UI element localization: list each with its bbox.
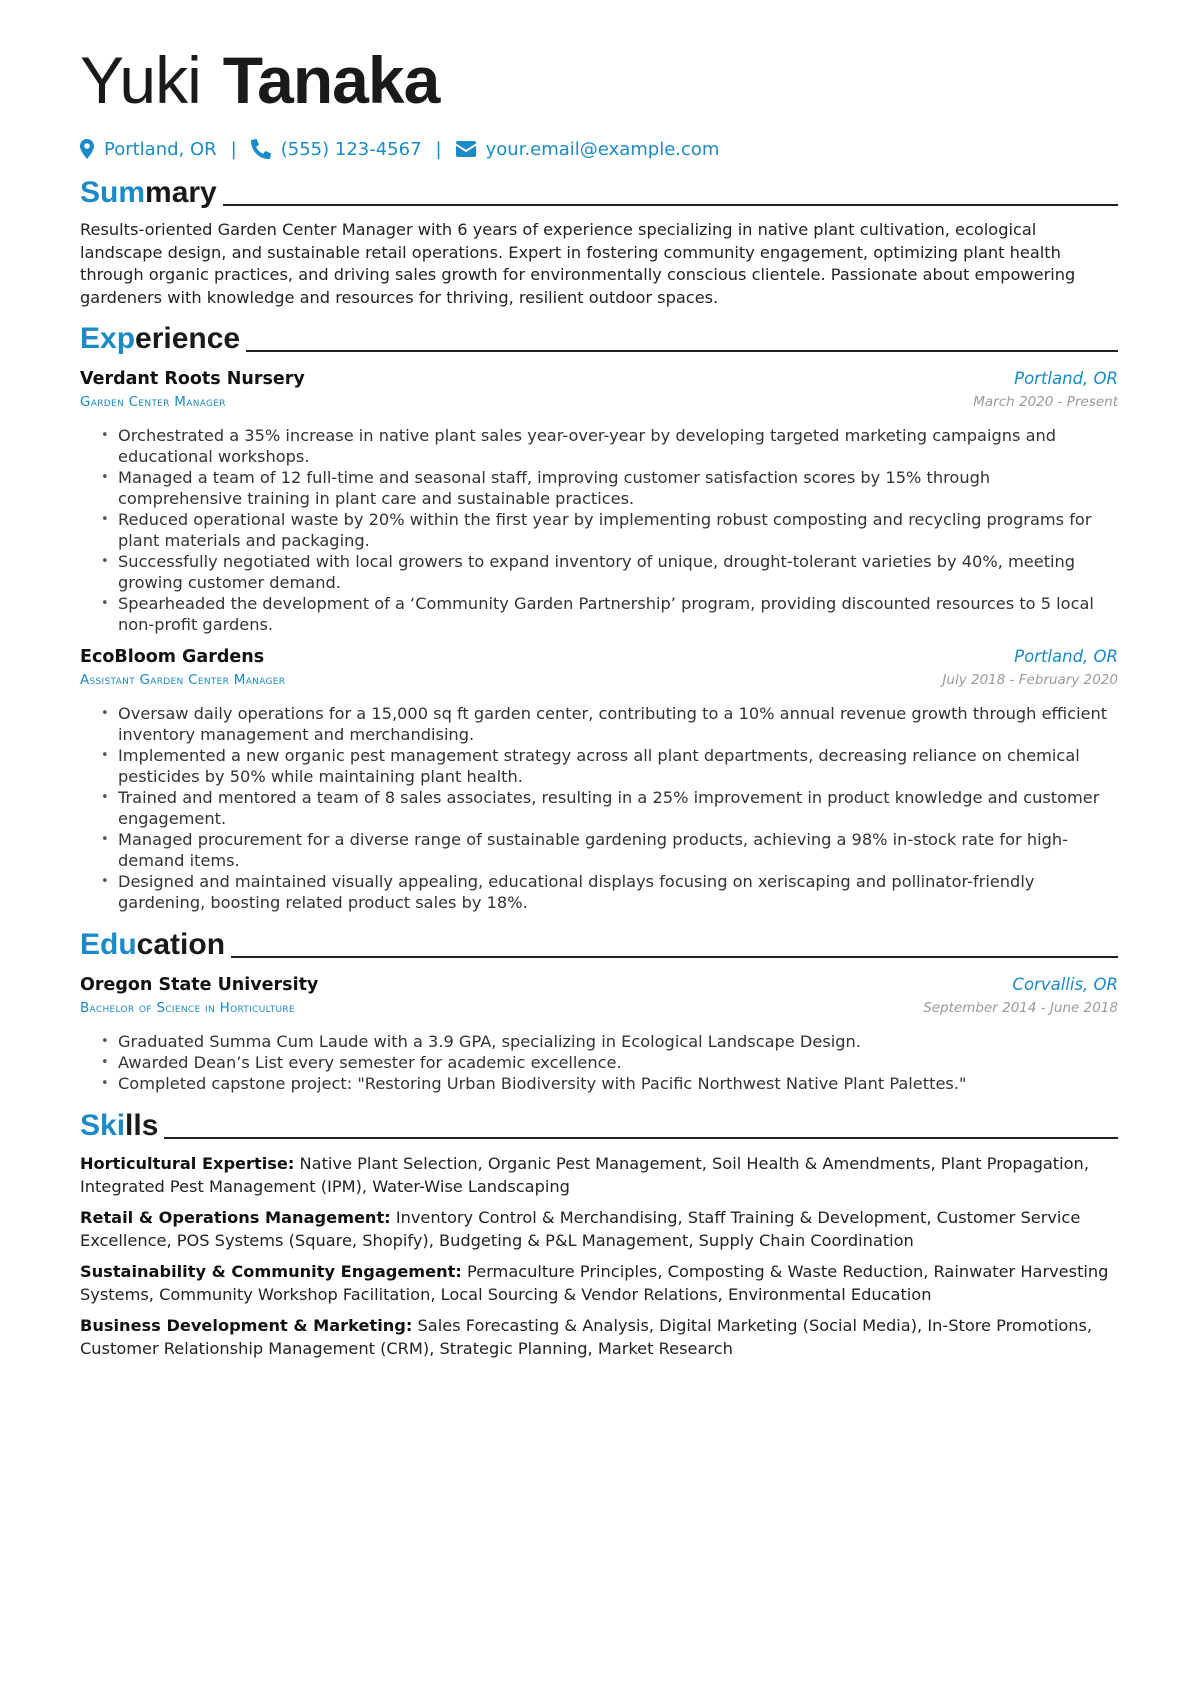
section-divider	[164, 1137, 1118, 1139]
skill-category: Horticultural Expertise:	[80, 1154, 295, 1173]
location-text: Portland, OR	[104, 138, 217, 160]
skills-list	[80, 1153, 1118, 1360]
bullet-item: • Trained and mentored a team of 8 sales associates, resulting in a 25% improvement in product knowledge and customer engagement.	[118, 787, 1118, 829]
phone-icon	[251, 139, 271, 159]
bullet-list	[80, 425, 1118, 635]
last-name: Tanaka	[222, 43, 440, 117]
entry-subheader-row	[80, 391, 1118, 413]
envelope-icon	[456, 141, 476, 157]
organization-name: EcoBloom Gardens	[80, 647, 265, 667]
bullet-item: • Awarded Dean’s List every semester for academic excellence.	[118, 1052, 1118, 1073]
bullet-list	[80, 703, 1118, 913]
bullet-item: • Managed procurement for a diverse range of sustainable gardening products, achieving a 98% in-stock rate for high-demand items.	[118, 829, 1118, 871]
section-divider	[231, 956, 1118, 958]
entry-role: Garden Center Manager	[80, 394, 226, 410]
map-pin-icon	[80, 139, 94, 159]
contact-line	[80, 135, 1118, 163]
bullet-list	[80, 1031, 1118, 1094]
skill-items: Permaculture Principles, Composting & Waste Reduction, Rainwater Harvesting Systems, Community Workshop Facilitation, Local Sourcing & Vendor Relations, Environmental Education	[80, 1262, 1109, 1304]
bullet-item: • Completed capstone project: "Restoring Urban Biodiversity with Pacific Northwest Native Plant Palettes."	[118, 1073, 1118, 1094]
skill-category: Sustainability & Community Engagement:	[80, 1262, 462, 1281]
experience-heading	[80, 317, 1118, 357]
skill-category: Business Development & Marketing:	[80, 1316, 413, 1335]
skills-heading	[80, 1104, 1118, 1144]
contact-location	[80, 139, 217, 160]
entry-location: Portland, OR	[1014, 647, 1118, 666]
entry-subheader-row	[80, 997, 1118, 1019]
contact-separator: |	[435, 138, 442, 160]
phone-text[interactable]: (555) 123-4567	[280, 138, 422, 160]
contact-separator: |	[230, 138, 237, 160]
entry-role: Bachelor of Science in Horticulture	[80, 1000, 295, 1016]
organization-name: Oregon State University	[80, 975, 319, 995]
summary-text: Results-oriented Garden Center Manager with 6 years of experience specializing in native plant cultivation, ecological landscape design, and sustainable retail operations. Expert in fostering community engagement, optimizing plant health through organic practices, and driving sales growth for environmentally conscious clientele. Passionate about empowering gardeners with knowledge and resources for thriving, resilient outdoor spaces.	[80, 220, 1076, 307]
bullet-item: • Implemented a new organic pest management strategy across all plant departments, decreasing reliance on chemical pesticides by 50% while maintaining plant health.	[118, 745, 1118, 787]
summary-heading	[80, 171, 1118, 211]
skill-group	[80, 1261, 1118, 1306]
entry-subheader-row	[80, 669, 1118, 691]
section-divider	[246, 350, 1118, 352]
organization-name: Verdant Roots Nursery	[80, 369, 305, 389]
section-title: Summary	[80, 176, 217, 209]
entry	[80, 645, 1118, 913]
bullet-item: • Reduced operational waste by 20% within the first year by implementing robust composting and recycling programs for plant materials and packaging.	[118, 509, 1118, 551]
section-title: Education	[80, 928, 226, 961]
email-link[interactable]: your.email@example.com	[485, 138, 720, 160]
contact-email	[456, 139, 720, 160]
section-title: Experience	[80, 322, 241, 355]
skill-group	[80, 1315, 1118, 1360]
contact-phone	[251, 139, 422, 160]
skill-items: Sales Forecasting & Analysis, Digital Marketing (Social Media), In-Store Promotions, Customer Relationship Management (CRM), Strategic Planning, Market Research	[80, 1316, 1093, 1358]
education-list	[80, 973, 1118, 1094]
entry-header-row	[80, 645, 1118, 669]
entry-dates: March 2020 - Present	[973, 394, 1118, 410]
bullet-item: • Oversaw daily operations for a 15,000 sq ft garden center, contributing to a 10% annual revenue growth through efficient inventory management and merchandising.	[118, 703, 1118, 745]
bullet-item: • Managed a team of 12 full-time and seasonal staff, improving customer satisfaction scores by 15% through comprehensive training in plant care and sustainable practices.	[118, 467, 1118, 509]
experience-list	[80, 367, 1118, 913]
skill-items: Inventory Control & Merchandising, Staff Training & Development, Customer Service Excellence, POS Systems (Square, Shopify), Budgeting & P&L Management, Supply Chain Coordination	[80, 1208, 1081, 1250]
entry-header-row	[80, 367, 1118, 391]
candidate-name	[80, 40, 1118, 121]
entry-header-row	[80, 973, 1118, 997]
entry	[80, 367, 1118, 635]
entry-location: Portland, OR	[1014, 369, 1118, 388]
entry	[80, 973, 1118, 1094]
bullet-item: • Designed and maintained visually appealing, educational displays focusing on xeriscaping and pollinator-friendly gardening, boosting related product sales by 18%.	[118, 871, 1118, 913]
bullet-item: • Graduated Summa Cum Laude with a 3.9 GPA, specializing in Ecological Landscape Design.	[118, 1031, 1118, 1052]
skill-group	[80, 1153, 1118, 1198]
entry-role: Assistant Garden Center Manager	[80, 672, 286, 688]
entry-dates: July 2018 - February 2020	[942, 672, 1118, 688]
section-title: Skills	[80, 1109, 159, 1142]
skill-category: Retail & Operations Management:	[80, 1208, 391, 1227]
bullet-item: • Orchestrated a 35% increase in native plant sales year-over-year by developing targeted marketing campaigns and educational workshops.	[118, 425, 1118, 467]
entry-location: Corvallis, OR	[1012, 975, 1118, 994]
entry-dates: September 2014 - June 2018	[923, 1000, 1118, 1016]
bullet-item: • Spearheaded the development of a ‘Community Garden Partnership’ program, providing discounted resources to 5 local non-profit gardens.	[118, 593, 1118, 635]
first-name: Yuki	[80, 43, 201, 117]
bullet-item: • Successfully negotiated with local growers to expand inventory of unique, drought-tolerant varieties by 40%, meeting growing customer demand.	[118, 551, 1118, 593]
skill-group	[80, 1207, 1118, 1252]
skill-items: Native Plant Selection, Organic Pest Management, Soil Health & Amendments, Plant Propagation, Integrated Pest Management (IPM), Water-Wise Landscaping	[80, 1154, 1089, 1196]
resume-page	[80, 40, 1118, 1360]
education-heading	[80, 923, 1118, 963]
section-divider	[223, 204, 1118, 206]
